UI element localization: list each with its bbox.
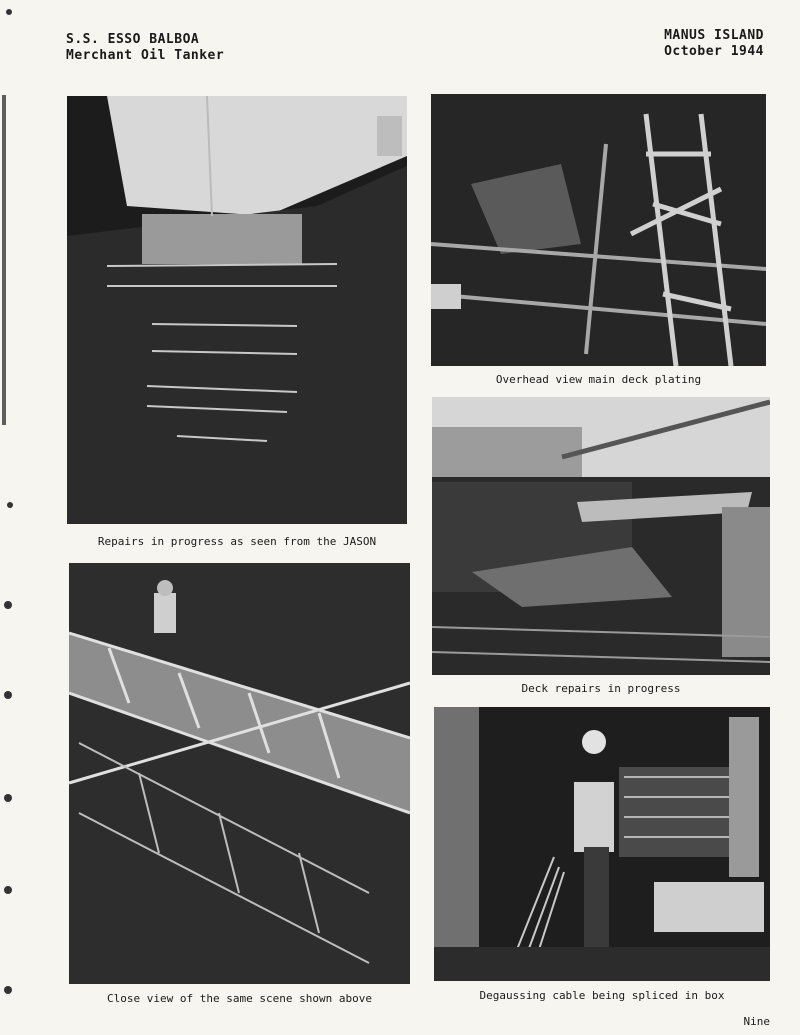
caption-close-view: Close view of the same scene shown above: [107, 992, 372, 1005]
ship-type: Merchant Oil Tanker: [66, 48, 225, 63]
caption-hull-repairs: Repairs in progress as seen from the JASON: [97, 535, 377, 548]
header-right: [664, 28, 764, 60]
caption-degaussing-cable: Degaussing cable being spliced in box: [479, 989, 725, 1002]
caption-deck-repairs: Deck repairs in progress: [521, 682, 681, 695]
photo-degaussing-cable: [434, 707, 770, 981]
page-number: Nine: [743, 1015, 770, 1028]
location: MANUS ISLAND: [664, 28, 764, 43]
photo-deck-plating: [431, 94, 766, 366]
header-left: [66, 32, 224, 64]
photo-deck-repairs: [432, 397, 770, 675]
caption-deck-plating: Overhead view main deck plating: [495, 373, 702, 386]
photo-close-view: [69, 563, 410, 984]
photo-hull-repairs: [67, 96, 407, 524]
binder-edge-marks: [0, 0, 30, 1035]
ship-name: S.S. ESSO BALBOA: [66, 32, 200, 47]
date: October 1944: [664, 44, 764, 59]
